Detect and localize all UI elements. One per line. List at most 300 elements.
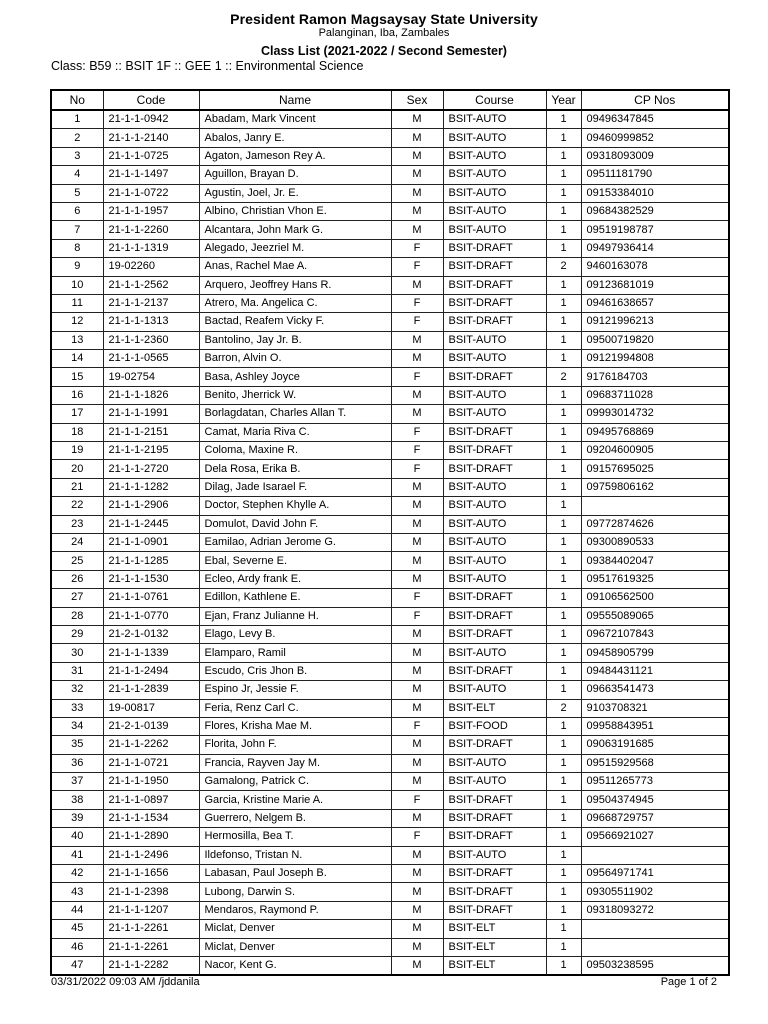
student-code: 21-2-1-0132 [103, 625, 199, 643]
student-year: 1 [546, 846, 581, 864]
student-name: Florita, John F. [199, 736, 391, 754]
student-cp-no: 09384402047 [581, 552, 729, 570]
student-sex: M [391, 386, 443, 404]
student-course: BSIT-DRAFT [443, 589, 546, 607]
student-cp-no: 9103708321 [581, 699, 729, 717]
student-code: 21-1-1-1534 [103, 809, 199, 827]
page-number: Page 1 of 2 [660, 976, 717, 988]
table-row [51, 607, 729, 625]
student-name: Labasan, Paul Joseph B. [199, 865, 391, 883]
student-sex: M [391, 570, 443, 588]
student-year: 2 [546, 699, 581, 717]
student-course: BSIT-DRAFT [443, 313, 546, 331]
table-row [51, 865, 729, 883]
student-sex: M [391, 846, 443, 864]
student-year: 1 [546, 533, 581, 551]
row-no: 31 [51, 662, 103, 680]
student-code: 21-1-1-2398 [103, 883, 199, 901]
student-course: BSIT-DRAFT [443, 901, 546, 919]
student-cp-no [581, 920, 729, 938]
student-year: 1 [546, 350, 581, 368]
table-row [51, 405, 729, 423]
student-course: BSIT-AUTO [443, 552, 546, 570]
student-year: 1 [546, 773, 581, 791]
student-cp-no: 09461638657 [581, 294, 729, 312]
student-sex: F [391, 294, 443, 312]
table-row [51, 773, 729, 791]
student-year: 1 [546, 625, 581, 643]
student-sex: M [391, 901, 443, 919]
student-course: BSIT-ELT [443, 920, 546, 938]
student-code: 21-1-1-2260 [103, 221, 199, 239]
student-code: 21-1-1-2890 [103, 828, 199, 846]
student-name: Edillon, Kathlene E. [199, 589, 391, 607]
student-sex: M [391, 920, 443, 938]
student-course: BSIT-AUTO [443, 202, 546, 220]
table-row [51, 828, 729, 846]
student-year: 1 [546, 681, 581, 699]
student-code: 21-1-1-2720 [103, 460, 199, 478]
row-no: 19 [51, 442, 103, 460]
row-no: 42 [51, 865, 103, 883]
student-course: BSIT-AUTO [443, 533, 546, 551]
table-row [51, 791, 729, 809]
student-name: Flores, Krisha Mae M. [199, 717, 391, 735]
student-sex: M [391, 497, 443, 515]
table-row [51, 147, 729, 165]
row-no: 33 [51, 699, 103, 717]
student-cp-no: 09204600905 [581, 442, 729, 460]
student-year: 1 [546, 901, 581, 919]
student-cp-no: 09106562500 [581, 589, 729, 607]
row-no: 23 [51, 515, 103, 533]
student-year: 1 [546, 938, 581, 956]
student-name: Camat, Maria Riva C. [199, 423, 391, 441]
student-course: BSIT-AUTO [443, 386, 546, 404]
student-sex: M [391, 147, 443, 165]
student-course: BSIT-AUTO [443, 515, 546, 533]
student-cp-no: 09517619325 [581, 570, 729, 588]
student-name: Guerrero, Nelgem B. [199, 809, 391, 827]
student-name: Miclat, Denver [199, 938, 391, 956]
row-no: 47 [51, 956, 103, 975]
student-cp-no: 9460163078 [581, 258, 729, 276]
student-sex: M [391, 110, 443, 129]
student-course: BSIT-AUTO [443, 405, 546, 423]
student-sex: F [391, 791, 443, 809]
table-row [51, 809, 729, 827]
student-code: 21-1-1-2262 [103, 736, 199, 754]
student-year: 1 [546, 662, 581, 680]
row-no: 36 [51, 754, 103, 772]
student-cp-no: 09503238595 [581, 956, 729, 975]
student-name: Domulot, David John F. [199, 515, 391, 533]
student-year: 2 [546, 368, 581, 386]
student-year: 1 [546, 865, 581, 883]
student-year: 1 [546, 239, 581, 257]
student-course: BSIT-AUTO [443, 129, 546, 147]
student-sex: M [391, 405, 443, 423]
student-code: 21-1-1-1339 [103, 644, 199, 662]
student-cp-no: 09772874626 [581, 515, 729, 533]
student-code: 19-00817 [103, 699, 199, 717]
student-sex: M [391, 276, 443, 294]
student-cp-no: 09305511902 [581, 883, 729, 901]
row-no: 27 [51, 589, 103, 607]
student-name: Feria, Renz Carl C. [199, 699, 391, 717]
student-sex: F [391, 828, 443, 846]
student-cp-no: 09555089065 [581, 607, 729, 625]
student-course: BSIT-AUTO [443, 166, 546, 184]
student-sex: M [391, 773, 443, 791]
student-code: 21-1-1-0565 [103, 350, 199, 368]
student-year: 1 [546, 184, 581, 202]
col-header-no: No [51, 90, 103, 110]
student-code: 19-02260 [103, 258, 199, 276]
student-sex: F [391, 442, 443, 460]
student-cp-no: 09121996213 [581, 313, 729, 331]
row-no: 3 [51, 147, 103, 165]
student-year: 1 [546, 883, 581, 901]
table-row [51, 184, 729, 202]
row-no: 24 [51, 533, 103, 551]
student-year: 1 [546, 147, 581, 165]
student-year: 1 [546, 478, 581, 496]
student-name: Alegado, Jeezriel M. [199, 239, 391, 257]
student-cp-no: 9176184703 [581, 368, 729, 386]
student-cp-no [581, 938, 729, 956]
row-no: 37 [51, 773, 103, 791]
student-year: 1 [546, 717, 581, 735]
student-sex: M [391, 221, 443, 239]
student-code: 21-1-1-1530 [103, 570, 199, 588]
student-course: BSIT-AUTO [443, 497, 546, 515]
student-cp-no: 09504374945 [581, 791, 729, 809]
row-no: 39 [51, 809, 103, 827]
student-course: BSIT-DRAFT [443, 736, 546, 754]
table-body [51, 110, 729, 975]
table-row [51, 681, 729, 699]
table-row [51, 920, 729, 938]
student-code: 21-1-1-2360 [103, 331, 199, 349]
student-code: 21-1-1-2494 [103, 662, 199, 680]
student-cp-no [581, 846, 729, 864]
table-row [51, 662, 729, 680]
student-code: 21-1-1-1319 [103, 239, 199, 257]
row-no: 5 [51, 184, 103, 202]
student-course: BSIT-AUTO [443, 681, 546, 699]
class-info: Class: B59 :: BSIT 1F :: GEE 1 :: Environmental Science [51, 59, 364, 73]
table-row [51, 644, 729, 662]
table-row [51, 129, 729, 147]
student-year: 1 [546, 552, 581, 570]
student-year: 1 [546, 589, 581, 607]
col-header-cp-nos: CP Nos [581, 90, 729, 110]
student-course: BSIT-AUTO [443, 221, 546, 239]
row-no: 44 [51, 901, 103, 919]
student-code: 21-1-1-0770 [103, 607, 199, 625]
student-sex: M [391, 350, 443, 368]
row-no: 30 [51, 644, 103, 662]
student-sex: F [391, 607, 443, 625]
row-no: 16 [51, 386, 103, 404]
table-row [51, 478, 729, 496]
student-name: Arquero, Jeoffrey Hans R. [199, 276, 391, 294]
student-name: Agustin, Joel, Jr. E. [199, 184, 391, 202]
student-course: BSIT-DRAFT [443, 883, 546, 901]
student-year: 1 [546, 754, 581, 772]
table-row [51, 221, 729, 239]
student-course: BSIT-AUTO [443, 147, 546, 165]
student-sex: M [391, 809, 443, 827]
student-course: BSIT-FOOD [443, 717, 546, 735]
table-row [51, 589, 729, 607]
student-sex: M [391, 956, 443, 975]
table-row [51, 350, 729, 368]
row-no: 22 [51, 497, 103, 515]
student-year: 1 [546, 405, 581, 423]
student-cp-no: 09668729757 [581, 809, 729, 827]
student-sex: M [391, 625, 443, 643]
student-name: Miclat, Denver [199, 920, 391, 938]
row-no: 7 [51, 221, 103, 239]
row-no: 35 [51, 736, 103, 754]
student-cp-no: 09497936414 [581, 239, 729, 257]
student-year: 1 [546, 515, 581, 533]
student-name: Lubong, Darwin S. [199, 883, 391, 901]
student-year: 1 [546, 423, 581, 441]
student-code: 21-1-1-2906 [103, 497, 199, 515]
table-row [51, 699, 729, 717]
student-course: BSIT-DRAFT [443, 368, 546, 386]
student-code: 21-1-1-2195 [103, 442, 199, 460]
student-name: Dilag, Jade Isarael F. [199, 478, 391, 496]
student-year: 1 [546, 110, 581, 129]
student-sex: M [391, 681, 443, 699]
student-name: Coloma, Maxine R. [199, 442, 391, 460]
student-name: Mendaros, Raymond P. [199, 901, 391, 919]
student-year: 2 [546, 258, 581, 276]
student-code: 21-1-1-1656 [103, 865, 199, 883]
row-no: 43 [51, 883, 103, 901]
student-course: BSIT-AUTO [443, 110, 546, 129]
student-course: BSIT-AUTO [443, 570, 546, 588]
student-sex: M [391, 938, 443, 956]
col-header-code: Code [103, 90, 199, 110]
student-name: Borlagdatan, Charles Allan T. [199, 405, 391, 423]
student-sex: F [391, 239, 443, 257]
student-year: 1 [546, 956, 581, 975]
student-cp-no: 09564971741 [581, 865, 729, 883]
student-course: BSIT-AUTO [443, 478, 546, 496]
table-row [51, 938, 729, 956]
table-row [51, 423, 729, 441]
row-no: 21 [51, 478, 103, 496]
student-year: 1 [546, 221, 581, 239]
student-cp-no [581, 497, 729, 515]
student-year: 1 [546, 460, 581, 478]
student-name: Francia, Rayven Jay M. [199, 754, 391, 772]
table-row [51, 956, 729, 975]
print-timestamp: 03/31/2022 09:03 AM /jddanila [51, 976, 200, 988]
student-sex: F [391, 460, 443, 478]
student-course: BSIT-AUTO [443, 184, 546, 202]
student-course: BSIT-DRAFT [443, 791, 546, 809]
student-code: 21-1-1-2496 [103, 846, 199, 864]
student-course: BSIT-DRAFT [443, 625, 546, 643]
row-no: 26 [51, 570, 103, 588]
student-sex: F [391, 313, 443, 331]
student-code: 21-1-1-2261 [103, 920, 199, 938]
col-header-name: Name [199, 90, 391, 110]
table-row [51, 883, 729, 901]
row-no: 13 [51, 331, 103, 349]
table-row [51, 202, 729, 220]
student-code: 21-1-1-0725 [103, 147, 199, 165]
row-no: 46 [51, 938, 103, 956]
student-course: BSIT-AUTO [443, 331, 546, 349]
student-name: Anas, Rachel Mae A. [199, 258, 391, 276]
university-address: Palanginan, Iba, Zambales [318, 27, 450, 39]
student-year: 1 [546, 313, 581, 331]
student-cp-no: 09484431121 [581, 662, 729, 680]
student-sex: F [391, 258, 443, 276]
student-name: Nacor, Kent G. [199, 956, 391, 975]
table-row [51, 442, 729, 460]
table-row [51, 533, 729, 551]
col-header-year: Year [546, 90, 581, 110]
student-code: 21-1-1-0901 [103, 533, 199, 551]
student-sex: M [391, 699, 443, 717]
student-cp-no: 09958843951 [581, 717, 729, 735]
student-cp-no: 09759806162 [581, 478, 729, 496]
student-name: Elago, Levy B. [199, 625, 391, 643]
student-cp-no: 09683711028 [581, 386, 729, 404]
table-header-row [51, 90, 729, 110]
table-row [51, 570, 729, 588]
student-name: Atrero, Ma. Angelica C. [199, 294, 391, 312]
student-cp-no: 09300890533 [581, 533, 729, 551]
student-sex: M [391, 662, 443, 680]
col-header-sex: Sex [391, 90, 443, 110]
student-sex: M [391, 865, 443, 883]
table-row [51, 717, 729, 735]
student-name: Benito, Jherrick W. [199, 386, 391, 404]
student-course: BSIT-DRAFT [443, 258, 546, 276]
student-name: Espino Jr, Jessie F. [199, 681, 391, 699]
student-code: 21-1-1-1207 [103, 901, 199, 919]
student-name: Garcia, Kristine Marie A. [199, 791, 391, 809]
student-code: 21-2-1-0139 [103, 717, 199, 735]
class-roster-table [50, 89, 730, 976]
student-sex: M [391, 515, 443, 533]
student-code: 21-1-1-0942 [103, 110, 199, 129]
table-row [51, 386, 729, 404]
student-course: BSIT-AUTO [443, 754, 546, 772]
student-name: Ecleo, Ardy frank E. [199, 570, 391, 588]
row-no: 28 [51, 607, 103, 625]
student-sex: F [391, 589, 443, 607]
student-year: 1 [546, 570, 581, 588]
row-no: 45 [51, 920, 103, 938]
row-no: 38 [51, 791, 103, 809]
student-year: 1 [546, 497, 581, 515]
student-year: 1 [546, 736, 581, 754]
student-year: 1 [546, 607, 581, 625]
student-sex: F [391, 717, 443, 735]
student-year: 1 [546, 294, 581, 312]
student-code: 21-1-1-2445 [103, 515, 199, 533]
student-cp-no: 09500719820 [581, 331, 729, 349]
student-course: BSIT-ELT [443, 699, 546, 717]
student-cp-no: 09458905799 [581, 644, 729, 662]
row-no: 41 [51, 846, 103, 864]
student-code: 21-1-1-2562 [103, 276, 199, 294]
student-name: Hermosilla, Bea T. [199, 828, 391, 846]
student-sex: M [391, 552, 443, 570]
student-sex: M [391, 883, 443, 901]
student-cp-no: 09496347845 [581, 110, 729, 129]
row-no: 29 [51, 625, 103, 643]
student-code: 21-1-1-2839 [103, 681, 199, 699]
student-cp-no: 09460999852 [581, 129, 729, 147]
table-row [51, 368, 729, 386]
student-name: Elamparo, Ramil [199, 644, 391, 662]
student-sex: M [391, 644, 443, 662]
student-sex: M [391, 478, 443, 496]
student-year: 1 [546, 644, 581, 662]
student-sex: M [391, 754, 443, 772]
row-no: 9 [51, 258, 103, 276]
student-name: Bantolino, Jay Jr. B. [199, 331, 391, 349]
student-name: Eamilao, Adrian Jerome G. [199, 533, 391, 551]
table-row [51, 294, 729, 312]
student-year: 1 [546, 331, 581, 349]
row-no: 14 [51, 350, 103, 368]
student-year: 1 [546, 129, 581, 147]
student-name: Bactad, Reafem Vicky F. [199, 313, 391, 331]
student-code: 21-1-1-1497 [103, 166, 199, 184]
row-no: 6 [51, 202, 103, 220]
student-cp-no: 09318093272 [581, 901, 729, 919]
student-year: 1 [546, 791, 581, 809]
student-name: Escudo, Cris Jhon B. [199, 662, 391, 680]
table-row [51, 552, 729, 570]
student-name: Ejan, Franz Julianne H. [199, 607, 391, 625]
student-sex: M [391, 331, 443, 349]
student-name: Doctor, Stephen Khylle A. [199, 497, 391, 515]
student-cp-no: 09157695025 [581, 460, 729, 478]
row-no: 4 [51, 166, 103, 184]
table-row [51, 460, 729, 478]
student-cp-no: 09663541473 [581, 681, 729, 699]
student-course: BSIT-DRAFT [443, 423, 546, 441]
student-sex: M [391, 166, 443, 184]
student-course: BSIT-AUTO [443, 846, 546, 864]
student-cp-no: 09684382529 [581, 202, 729, 220]
student-code: 21-1-1-2137 [103, 294, 199, 312]
student-name: Dela Rosa, Erika B. [199, 460, 391, 478]
student-cp-no: 09495768869 [581, 423, 729, 441]
row-no: 1 [51, 110, 103, 129]
student-course: BSIT-ELT [443, 956, 546, 975]
table-row [51, 846, 729, 864]
student-cp-no: 09511265773 [581, 773, 729, 791]
student-code: 21-1-1-2282 [103, 956, 199, 975]
student-sex: M [391, 533, 443, 551]
student-course: BSIT-DRAFT [443, 239, 546, 257]
table-row [51, 515, 729, 533]
